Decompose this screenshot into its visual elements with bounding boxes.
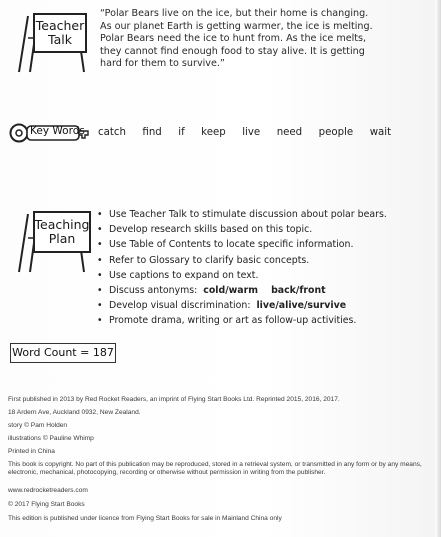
teaching-plan-sign-line: Plan xyxy=(48,231,76,246)
teacher-talk-sign-line: Talk xyxy=(48,32,72,47)
teacher-talk-sign-icon xyxy=(14,8,94,74)
quote-line: As our planet Earth is getting warmer, the ice is melting. xyxy=(100,20,373,32)
quote-line: “Polar Bears live on the ice, but their home is changing. xyxy=(100,8,369,19)
key-words-list xyxy=(98,127,408,138)
key-word: keep xyxy=(201,127,226,138)
key-word: catch xyxy=(98,127,126,138)
key-word: find xyxy=(142,127,162,138)
imprint-licence: This edition is published under licence from Flying Start Books for sale in Mainland China only xyxy=(8,515,282,522)
page-edge-shadow xyxy=(435,0,441,537)
teacher-talk-quote xyxy=(100,8,410,71)
imprint-story-credit: story © Pam Holden xyxy=(8,422,68,429)
antonym-examples: cold/warm back/front xyxy=(203,285,326,297)
list-item: • Use Teacher Talk to stimulate discussion about polar bears. xyxy=(97,207,427,222)
key-words-label: Key Words xyxy=(30,125,85,137)
imprint-copyright: This book is copyright. No part of this publication may be reproduced, stored in a retrieval system, or transmitted in any form or by any means, electronic, mechanical, photocopying, recording or otherwise without permission in writing from the publisher. xyxy=(8,461,422,477)
key-word: wait xyxy=(369,127,392,138)
list-item: • Discuss antonyms: cold/warm back/front xyxy=(97,283,427,298)
teaching-plan-sign-icon xyxy=(14,206,94,274)
quote-line: they cannot find enough food to stay alive. It is getting xyxy=(100,45,365,57)
key-word: need xyxy=(276,127,303,138)
imprint-printed: Printed in China xyxy=(8,448,55,455)
list-item: • Promote drama, writing or art as follow-up activities. xyxy=(97,313,427,328)
key-word: if xyxy=(178,127,185,138)
list-item: • Use Table of Contents to locate specific information. xyxy=(97,237,427,252)
discrimination-examples: live/alive/survive xyxy=(256,300,347,312)
quote-line: hard for them to survive.” xyxy=(100,58,225,70)
list-item: • Use captions to expand on text. xyxy=(97,268,427,283)
imprint-illustrations-credit: illustrations © Pauline Whimp xyxy=(8,435,94,442)
imprint-published: First published in 2013 by Red Rocket Readers, an imprint of Flying Start Books Ltd. Reprinted 2015, 2016, 2017. xyxy=(8,396,340,403)
quote-line: Polar Bears need the ice to hunt from. As the ice melts, xyxy=(100,33,367,45)
key-word: live xyxy=(242,127,261,138)
imprint-year: © 2017 Flying Start Books xyxy=(8,501,85,508)
word-count-box: Word Count = 187 xyxy=(10,343,116,363)
teaching-plan-list xyxy=(97,207,427,329)
imprint-address: 18 Ardern Ave, Auckland 0932, New Zealand. xyxy=(8,409,141,416)
list-item: • Develop visual discrimination: live/alive/survive xyxy=(97,298,427,313)
list-item: • Refer to Glossary to clarify basic concepts. xyxy=(97,253,427,268)
imprint-website: www.redrocketreaders.com xyxy=(8,487,88,494)
list-item: • Develop research skills based on this topic. xyxy=(97,222,427,237)
teaching-plan-sign-line: Teaching xyxy=(34,217,90,232)
key-word: people xyxy=(318,127,354,138)
teacher-talk-sign-line: Teacher xyxy=(35,18,85,33)
